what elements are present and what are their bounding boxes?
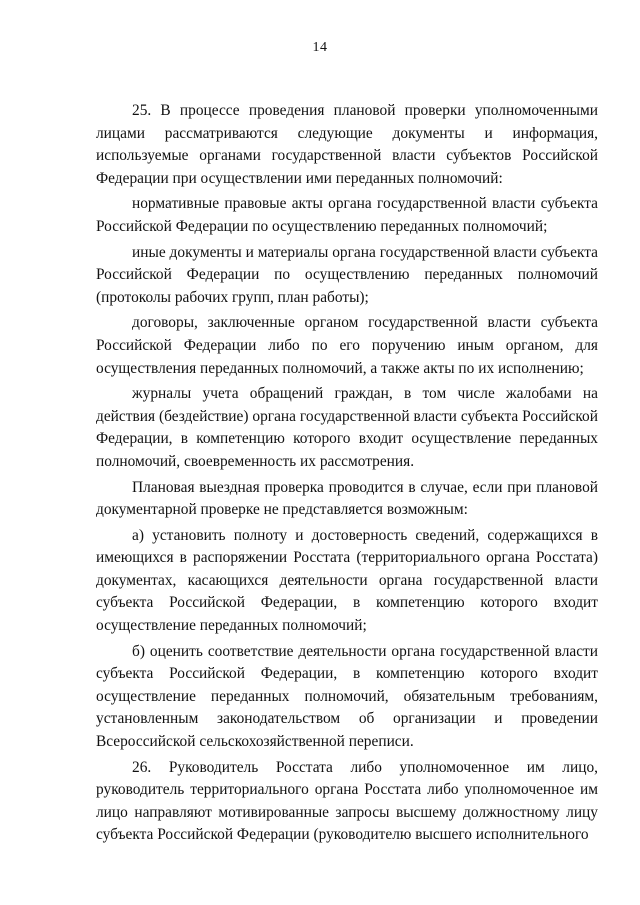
paragraph-25-intro: 25. В процессе проведения плановой проверки уполномоченными лицами рассматриваются следующие документы и информация, используемые органами государственной власти субъектов Российской Федерации при осуществлении ими переданных полномочий: bbox=[96, 102, 598, 187]
page-number: 14 bbox=[312, 40, 328, 55]
paragraph-citizen-journals: журналы учета обращений граждан, в том числе жалобами на действия (бездействие) органа государственной власти субъекта Российской Федерации, в компетенцию которого входит осуществление переданных полномочий, своевременность их рассмотрения. bbox=[96, 385, 598, 470]
paragraph-other-documents: иные документы и материалы органа государственной власти субъекта Российской Федерации по осуществлению переданных полномочий (протоколы рабочих групп, план работы); bbox=[96, 243, 598, 306]
paragraph-item-b: б) оценить соответствие деятельности органа государственной власти субъекта Российской Федерации, в компетенцию которого входит осуществление переданных полномочий, обязательным требованиям, установленным законодательством об организации и проведении Всероссийской сельскохозяйственной переписи. bbox=[96, 642, 598, 751]
paragraph-onsite-inspection: Плановая выездная проверка проводится в случае, если при плановой документарной проверке не представляется возможным: bbox=[96, 478, 598, 519]
document-body bbox=[96, 100, 598, 850]
paragraph-contracts: договоры, заключенные органом государственной власти субъекта Российской Федерации либо по его поручению иным органом, для осуществления переданных полномочий, а также акты по их исполнению; bbox=[96, 314, 598, 377]
paragraph-26: 26. Руководитель Росстата либо уполномоченное им лицо, руководитель территориального органа Росстата либо уполномоченное им лицо направляют мотивированные запросы высшему должностному лицу субъекта Российской Федерации (руководителю высшего исполнительного bbox=[96, 758, 598, 844]
paragraph-item-a: а) установить полноту и достоверность сведений, содержащихся в имеющихся в распоряжении Росстата (территориального органа Росстата) документах, касающихся деятельности органа государственной власти субъекта Российской Федерации, в компетенцию которого входит осуществление переданных полномочий; bbox=[96, 526, 598, 635]
paragraph-normative-acts: нормативные правовые акты органа государственной власти субъекта Российской Федерации по осуществлению переданных полномочий; bbox=[96, 195, 598, 235]
